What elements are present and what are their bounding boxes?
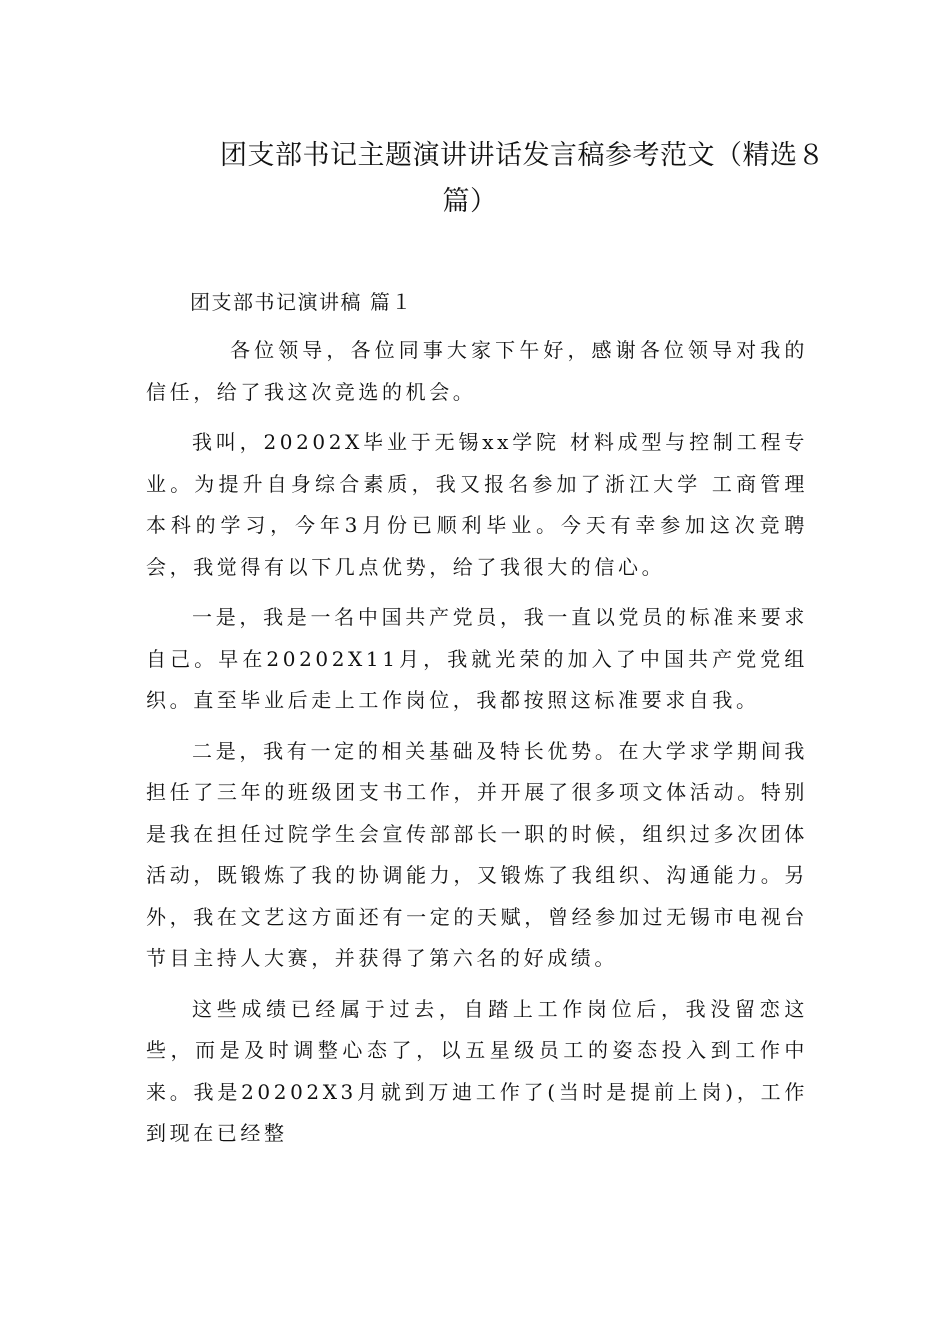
paragraph-work-history: 这些成绩已经属于过去，自踏上工作岗位后，我没留恋这些，而是及时调整心态了，以五星级员工的姿态投入到工作中来。我是20202X3月就到万迪工作了(当时是提前上岗)，工作到现在已经整 bbox=[146, 996, 808, 1145]
document-body bbox=[146, 282, 808, 1164]
paragraph-greeting: 各位领导，各位同事大家下午好，感谢各位领导对我的信任，给了我这次竞选的机会。 bbox=[146, 338, 808, 404]
section-heading: 团支部书记演讲稿 篇１ bbox=[190, 290, 413, 314]
paragraph-point-one: 一是，我是一名中国共产党员，我一直以党员的标准来要求自己。早在20202X11月，我就光荣的加入了中国共产党党组织。直至毕业后走上工作岗位，我都按照这标准要求自我。 bbox=[146, 605, 808, 712]
title-line-2: 篇） bbox=[442, 186, 498, 217]
paragraph-introduction: 我叫，20202X毕业于无锡xx学院 材料成型与控制工程专业。为提升自身综合素质，我又报名参加了浙江大学 工商管理本科的学习，今年3月份已顺利毕业。今天有幸参加这次竞聘会，我觉得有以下几点优势，给了我很大的信心。 bbox=[146, 430, 808, 579]
document-title bbox=[220, 133, 825, 225]
paragraph-point-two: 二是，我有一定的相关基础及特长优势。在大学求学期间我担任了三年的班级团支书工作，并开展了很多项文体活动。特别是我在担任过院学生会宣传部部长一职的时候，组织过多次团体活动，既锻炼了我的协调能力，又锻炼了我组织、沟通能力。另外，我在文艺这方面还有一定的天赋，曾经参加过无锡市电视台节目主持人大赛，并获得了第六名的好成绩。 bbox=[146, 738, 808, 970]
title-line-1: 团支部书记主题演讲讲话发言稿参考范文（精选８ bbox=[220, 140, 825, 171]
